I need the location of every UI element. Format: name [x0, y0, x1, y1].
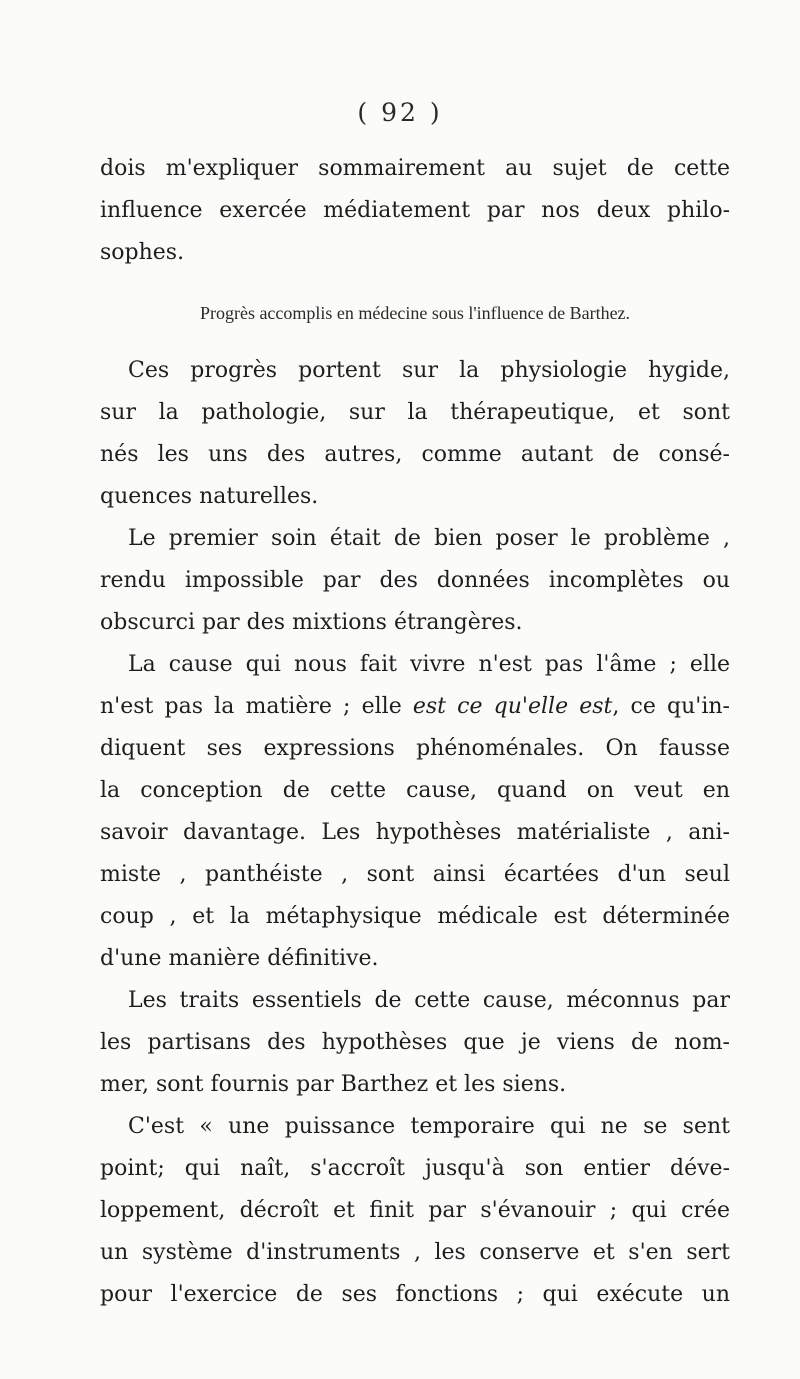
body-text: [100, 148, 730, 1316]
paragraph-line: les partisans des hypothèses que je viens de nom-: [100, 1030, 730, 1055]
paragraph-line-mixed: [100, 686, 730, 728]
paragraph-line: sur la pathologie, sur la thérapeutique, et sont: [100, 400, 730, 425]
paragraph-line: point; qui naît, s'accroît jusqu'à son entier déve-: [100, 1156, 730, 1181]
paragraph-line: pour l'exercice de ses fonctions ; qui exécute un: [100, 1282, 730, 1307]
text-run: , ce qu'in-: [612, 694, 730, 719]
paragraph-line: savoir davantage. Les hypothèses matérialiste , ani-: [100, 820, 730, 845]
paragraph-line: mer, sont fournis par Barthez et les siens.: [100, 1072, 567, 1097]
paragraph-line: C'est « une puissance temporaire qui ne se sent: [128, 1114, 730, 1139]
paragraph-line: Le premier soin était de bien poser le problème ,: [128, 526, 730, 551]
paragraph-line: coup , et la métaphysique médicale est déterminée: [100, 904, 730, 929]
section-heading: Progrès accomplis en médecine sous l'influence de Barthez.: [199, 303, 631, 323]
italic-text-run: est ce qu'elle est: [412, 694, 613, 719]
paragraph-line: miste , panthéiste , sont ainsi écartées d'un seul: [100, 862, 730, 887]
paragraph-line: quences naturelles.: [100, 484, 319, 509]
text-run: n'est pas la matière ; elle: [100, 694, 413, 719]
intro-line: dois m'expliquer sommairement au sujet de cette: [100, 156, 730, 181]
paragraph-line: Les traits essentiels de cette cause, méconnus par: [128, 988, 730, 1013]
page-number: ( 92 ): [357, 98, 443, 127]
paragraph-line: obscurci par des mixtions étrangères.: [100, 610, 523, 635]
intro-line: influence exercée médiatement par nos deux philo-: [100, 198, 730, 223]
paragraph-line: nés les uns des autres, comme autant de consé-: [100, 442, 730, 467]
paragraph-line: un système d'instruments , les conserve et s'en sert: [100, 1240, 730, 1265]
intro-line: sophes.: [100, 240, 185, 265]
paragraph-line: rendu impossible par des données incomplètes ou: [100, 568, 730, 593]
paragraph-line: Ces progrès portent sur la physiologie hygide,: [128, 358, 730, 383]
paragraph-line: diquent ses expressions phénoménales. On fausse: [100, 736, 730, 761]
paragraph-line: loppement, décroît et finit par s'évanouir ; qui crée: [100, 1198, 730, 1223]
paragraph-line: La cause qui nous fait vivre n'est pas l'âme ; elle: [128, 652, 730, 677]
paragraph-line: d'une manière définitive.: [100, 946, 379, 971]
paragraph-line: la conception de cette cause, quand on veut en: [100, 778, 730, 803]
